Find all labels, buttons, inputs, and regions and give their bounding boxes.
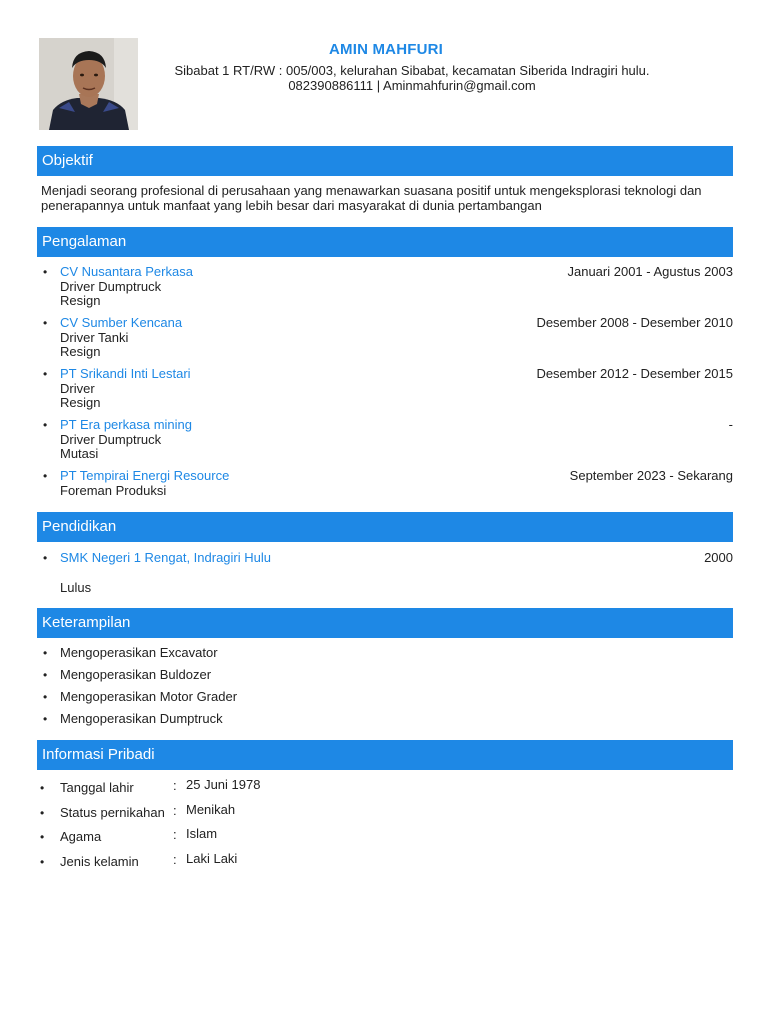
- section-personal-header: Informasi Pribadi: [37, 740, 733, 770]
- objective-text: Menjadi seorang profesional di perusahaan yang menawarkan suasana positif untuk mengeksplorasi teknologi dan penerapannya untuk manfaat yang lebih besar dari masyarakat di dunia pertambangan: [41, 183, 702, 213]
- separator: :: [173, 827, 177, 842]
- section-skills-header: Keterampilan: [37, 608, 733, 638]
- bullet-icon: •: [40, 830, 45, 844]
- graduation-year: 2000: [704, 550, 733, 565]
- candidate-address: Sibabat 1 RT/RW : 005/003, kelurahan Sibabat, kecamatan Siberida Indragiri hulu.: [174, 63, 650, 78]
- skills-list: [40, 642, 733, 730]
- list-item: [40, 367, 733, 418]
- bullet-icon: •: [40, 854, 45, 869]
- candidate-name: AMIN MAHFURI: [328, 41, 444, 58]
- list-item: [40, 418, 733, 469]
- candidate-contact: 082390886111 | Aminmahfurin@gmail.com: [288, 78, 536, 93]
- experience-list: [40, 265, 733, 520]
- list-item: [40, 776, 440, 801]
- company-name: • PT Srikandi Inti Lestari: [60, 366, 191, 381]
- job-status: Resign: [60, 395, 101, 410]
- company-name: • CV Nusantara Perkasa: [60, 264, 193, 279]
- job-status: Resign: [60, 293, 101, 308]
- list-item: • Mengoperasikan Dumptruck: [40, 708, 733, 730]
- education-status: Lulus: [60, 579, 92, 595]
- employment-period: -: [728, 417, 733, 432]
- section-objective-header: Objektif: [37, 146, 733, 176]
- bullet-icon: •: [40, 781, 45, 795]
- separator: :: [173, 778, 177, 793]
- list-item: • Mengoperasikan Excavator: [40, 642, 733, 664]
- education-list: [40, 551, 733, 601]
- list-item: [40, 316, 733, 367]
- resume-header: [39, 38, 733, 130]
- job-role: Driver Dumptruck: [60, 431, 162, 447]
- company-name: • PT Era perkasa mining: [60, 417, 192, 432]
- employment-period: September 2023 - Sekarang: [569, 468, 733, 483]
- list-item: • Mengoperasikan Motor Grader: [40, 686, 733, 708]
- list-item: [40, 801, 440, 826]
- section-experience-header: Pengalaman: [37, 227, 733, 257]
- job-role: Foreman Produksi: [60, 482, 167, 498]
- info-value: Laki Laki: [186, 850, 238, 866]
- info-label: Status pernikahan: [60, 804, 165, 820]
- info-value: Menikah: [186, 801, 236, 817]
- list-item: [40, 850, 440, 875]
- job-role: Driver Tanki: [60, 329, 129, 345]
- job-role: Driver Dumptruck: [60, 278, 162, 294]
- bullet-icon: •: [40, 805, 45, 820]
- section-education-header: Pendidikan: [37, 512, 733, 542]
- personal-info-list: [40, 776, 440, 874]
- info-value: Islam: [186, 826, 218, 841]
- employment-period: Januari 2001 - Agustus 2003: [567, 264, 733, 279]
- separator: :: [173, 851, 177, 867]
- school-name: • SMK Negeri 1 Rengat, Indragiri Hulu: [60, 550, 271, 565]
- list-item: [40, 265, 733, 316]
- company-name: • PT Tempirai Energi Resource: [60, 468, 230, 483]
- info-label: Jenis kelamin: [60, 853, 139, 869]
- info-label: Agama: [60, 829, 102, 844]
- info-value: 25 Juni 1978: [186, 777, 261, 792]
- job-status: Resign: [60, 344, 101, 359]
- list-item: [40, 551, 733, 601]
- job-status: Mutasi: [60, 446, 99, 461]
- employment-period: Desember 2012 - Desember 2015: [536, 366, 733, 381]
- company-name: • CV Sumber Kencana: [60, 315, 183, 330]
- list-item: [40, 825, 440, 850]
- job-role: Driver: [60, 380, 95, 396]
- employment-period: Desember 2008 - Desember 2010: [536, 315, 733, 330]
- info-label: Tanggal lahir: [60, 780, 134, 795]
- list-item: • Mengoperasikan Buldozer: [40, 664, 733, 686]
- separator: :: [173, 802, 177, 818]
